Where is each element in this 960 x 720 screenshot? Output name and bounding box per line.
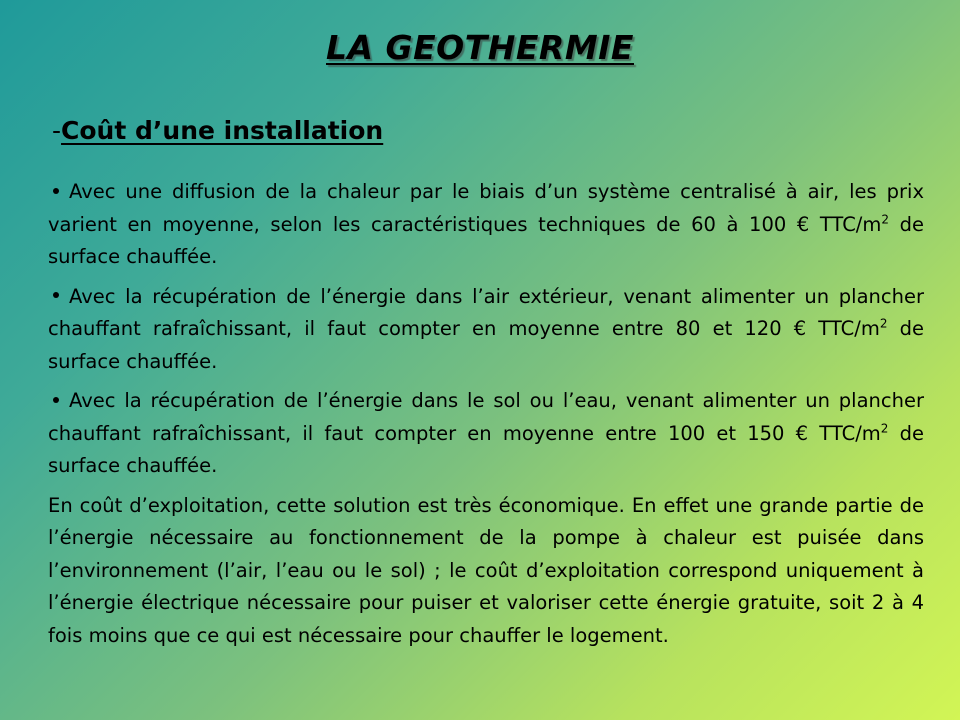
bullet-paragraph-1 [48,176,924,274]
bullet-1-text: Avec une diffusion de la chaleur par le biais d’un système centralisé à air, les prix varient en moyenne, selon les caractéristiques techniques de 60 à 100 € TTC/m [48,180,924,236]
bullet-dot-icon [53,188,59,194]
bullet-dot-icon [53,292,59,298]
bullet-paragraph-2 [48,281,924,379]
bullet-paragraph-3 [48,385,924,483]
slide-title: LA GEOTHERMIE [326,28,634,67]
heading-dash: - [52,116,62,145]
bullet-dot-icon [53,397,59,403]
bullet-1-superscript: 2 [881,212,890,226]
heading-text: Coût d’une installation [61,116,384,145]
bullet-3-text-end: de surface chauffée. [48,421,925,477]
conclusion-paragraph: En coût d’exploitation, cette solution est très économique. En effet une grande partie de l’énergie nécessaire au fonctionnement de la pompe à chaleur est puisée dans l’environnement (l’air, l’eau ou le sol) ; le coût d’exploitation correspond uniquement à l’énergie électrique nécessaire pour puiser et valoriser cette énergie gratuite, soit 2 à 4 fois moins que ce qui est nécessaire pour chauffer le logement. [48,493,924,647]
bullet-1-text-end: de surface chauffée. [48,212,924,268]
bullet-2-text: Avec la récupération de l’énergie dans l’air extérieur, venant alimenter un plancher chauffant rafraîchissant, il faut compter en moyenne entre 80 et 120 € TTC/m [48,284,924,340]
bullet-2-superscript: 2 [879,316,888,331]
bullet-2-text-end: de surface chauffée. [48,317,924,373]
section-heading [52,116,383,145]
bullet-3-text: Avec la récupération de l’énergie dans le sol ou l’eau, venant alimenter un plancher chauffant rafraîchissant, il faut compter en moyenne entre 100 et 150 € TTC/m [48,389,924,445]
bullet-3-superscript: 2 [880,421,889,435]
slide-body [48,176,924,659]
